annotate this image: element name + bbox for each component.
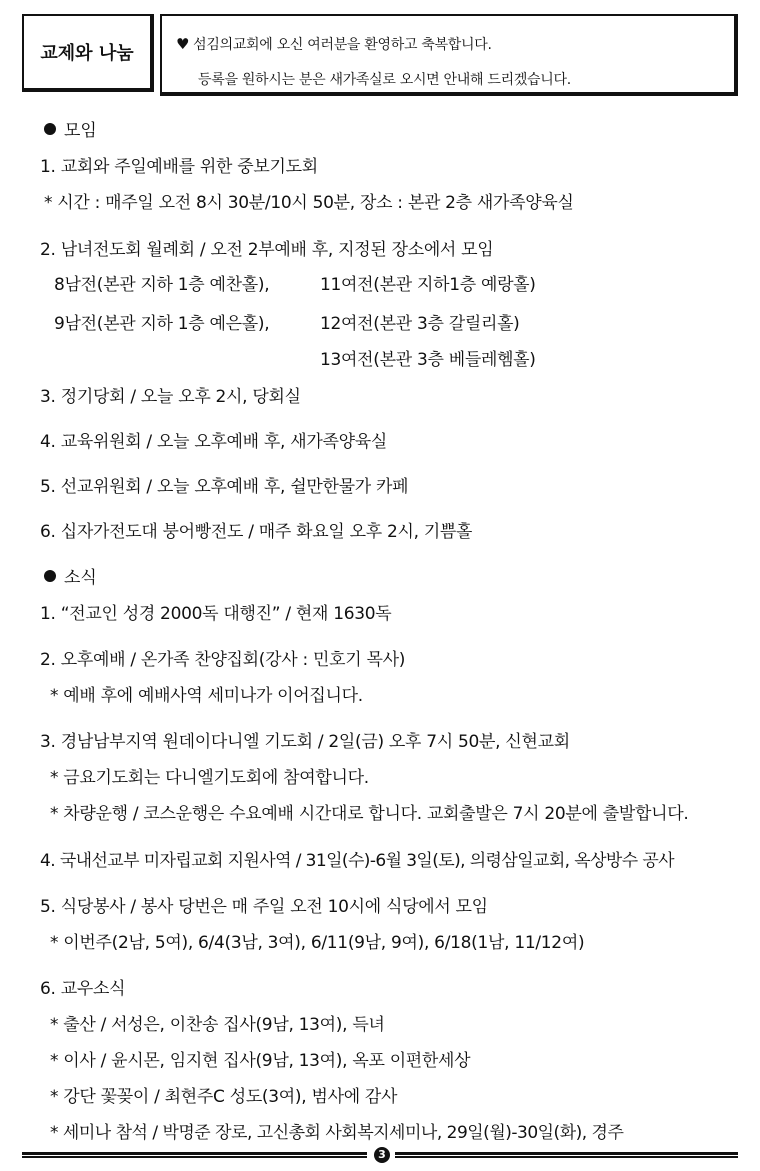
page-number: 3 xyxy=(374,1147,390,1163)
news-title-text: 소식 xyxy=(64,568,97,588)
news-item-6-flowers: * 강단 꽃꽂이 / 최현주C 성도(3여), 범사에 감사 xyxy=(50,1087,398,1107)
meeting-item-2-group-e: 13여전(본관 3층 베들레헴홀) xyxy=(320,350,536,370)
meeting-item-2: 2. 남녀전도회 월례회 / 오전 2부예배 후, 지정된 장소에서 모임 xyxy=(40,240,494,260)
news-item-1: 1. “전교인 성경 2000독 대행진” / 현재 1630독 xyxy=(40,604,392,624)
section-label: 교제와 나눔 xyxy=(40,43,134,64)
news-item-2-note: * 예배 후에 예배사역 세미나가 이어집니다. xyxy=(50,686,363,706)
news-item-6: 6. 교우소식 xyxy=(40,979,126,999)
news-item-3-note-1: * 금요기도회는 다니엘기도회에 참여합니다. xyxy=(50,768,369,788)
meeting-item-2-group-d: 12여전(본관 3층 갈릴리홀) xyxy=(320,314,520,334)
footer-rule-left xyxy=(22,1152,367,1158)
meeting-item-6: 6. 십자가전도대 붕어빵전도 / 매주 화요일 오후 2시, 기쁨홀 xyxy=(40,522,473,542)
news-section-title xyxy=(44,563,97,588)
meeting-item-1-note: * 시간 : 매주일 오전 8시 30분/10시 50분, 장소 : 본관 2층 새가족양육실 xyxy=(44,193,574,213)
welcome-box xyxy=(160,14,738,96)
meeting-item-2-group-c: 9남전(본관 지하 1층 예은홀), xyxy=(54,314,270,334)
meeting-section-title xyxy=(44,116,97,141)
bullet-dot-icon xyxy=(44,570,56,582)
meeting-item-4: 4. 교육위원회 / 오늘 오후예배 후, 새가족양육실 xyxy=(40,432,387,452)
meeting-title-text: 모임 xyxy=(64,121,97,141)
news-item-4: 4. 국내선교부 미자립교회 지원사역 / 31일(수)-6월 3일(토), 의령삼일교회, 옥상방수 공사 xyxy=(40,851,674,871)
footer-rule-right xyxy=(395,1152,738,1158)
news-item-3-note-2: * 차량운행 / 코스운행은 수요예배 시간대로 합니다. 교회출발은 7시 20분에 출발합니다. xyxy=(50,804,689,824)
news-item-6-birth: * 출산 / 서성은, 이찬송 집사(9남, 13여), 득녀 xyxy=(50,1015,385,1035)
news-item-5: 5. 식당봉사 / 봉사 당번은 매 주일 오전 10시에 식당에서 모임 xyxy=(40,897,488,917)
news-item-5-note: * 이번주(2남, 5여), 6/4(3남, 3여), 6/11(9남, 9여), 6/18(1남, 11/12여) xyxy=(50,933,585,953)
page-footer xyxy=(22,1147,738,1167)
welcome-text-1: 섬김의교회에 오신 여러분을 환영하고 축복합니다. xyxy=(193,37,492,53)
news-item-6-move: * 이사 / 윤시몬, 임지현 집사(9남, 13여), 옥포 이편한세상 xyxy=(50,1051,471,1071)
meeting-item-1: 1. 교회와 주일예배를 위한 중보기도회 xyxy=(40,157,318,177)
header xyxy=(22,14,738,98)
news-item-2: 2. 오후예배 / 온가족 찬양집회(강사 : 민호기 목사) xyxy=(40,650,406,670)
heart-icon: ♥ xyxy=(176,35,190,53)
news-item-6-seminar: * 세미나 참석 / 박명준 장로, 고신총회 사회복지세미나, 29일(월)-30일(화), 경주 xyxy=(50,1123,624,1143)
welcome-line-2: 등록을 원하시는 분은 새가족실로 오시면 안내해 드리겠습니다. xyxy=(198,72,571,88)
meeting-item-2-group-a: 8남전(본관 지하 1층 예찬홀), xyxy=(54,275,270,295)
bullet-dot-icon xyxy=(44,123,56,135)
meeting-item-3: 3. 정기당회 / 오늘 오후 2시, 당회실 xyxy=(40,387,301,407)
news-item-3: 3. 경남남부지역 원데이다니엘 기도회 / 2일(금) 오후 7시 50분, 신현교회 xyxy=(40,732,570,752)
welcome-line-1 xyxy=(176,34,492,54)
meeting-item-5: 5. 선교위원회 / 오늘 오후예배 후, 쉴만한물가 카페 xyxy=(40,477,409,497)
meeting-item-2-group-b: 11여전(본관 지하1층 예랑홀) xyxy=(320,275,536,295)
section-label-box xyxy=(22,14,154,92)
